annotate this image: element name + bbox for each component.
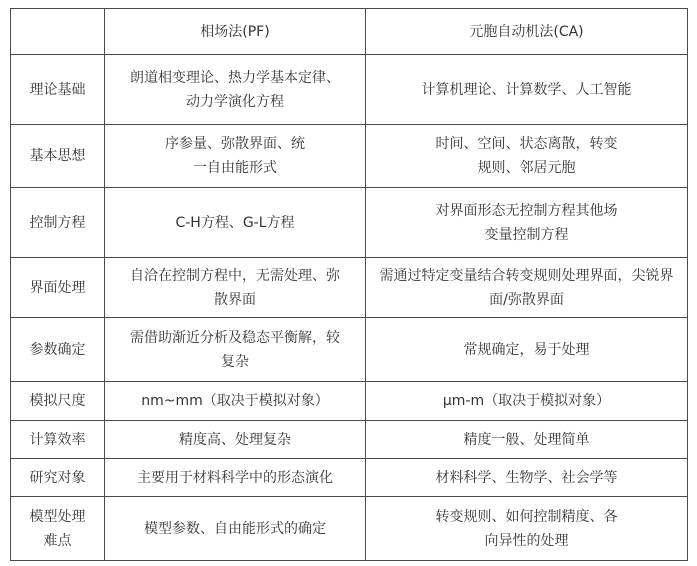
ca-cell-text: 精度一般、处理简单: [463, 431, 590, 448]
pf-cell: [105, 125, 366, 188]
row-label-text: 模型处理难点: [29, 508, 86, 549]
row-label-text: 界面处理: [29, 279, 86, 296]
row-label-text: 控制方程: [29, 214, 86, 231]
ca-cell: [366, 318, 688, 382]
pf-cell: [105, 497, 366, 561]
table-row: [11, 125, 688, 188]
row-label: [11, 188, 105, 258]
row-label-text: 模拟尺度: [29, 393, 86, 409]
ca-cell: [366, 382, 688, 421]
ca-cell-text: 计算机理论、计算数学、人工智能: [421, 81, 632, 98]
row-label-text: 计算效率: [29, 431, 86, 448]
table-row: [11, 497, 688, 561]
ca-cell-text: 时间、空间、状态离散，转变规则、邻居元胞: [435, 136, 618, 176]
ca-cell: [366, 497, 688, 561]
table-row: [11, 421, 688, 459]
ca-cell: [366, 188, 688, 258]
pf-cell-text: 精度高、处理复杂: [179, 431, 291, 448]
table-row: [11, 55, 688, 125]
ca-cell-text: μm-m（取决于模拟对象）: [442, 393, 611, 409]
ca-cell: [366, 421, 688, 459]
pf-cell-text: 朗道相变理论、热力学基本定律、动力学演化方程: [130, 69, 340, 110]
ca-cell-text: 对界面形态无控制方程其他场变量控制方程: [435, 202, 618, 243]
pf-cell-text: nm~mm（取决于模拟对象）: [141, 393, 329, 409]
header-row: [11, 9, 688, 55]
row-label: [11, 497, 105, 561]
ca-cell-text: 转变规则、如何控制精度、各向异性的处理: [435, 508, 618, 549]
table-row: [11, 459, 688, 497]
ca-cell: [366, 459, 688, 497]
pf-cell: [105, 188, 366, 258]
pf-cell: [105, 318, 366, 382]
row-label: [11, 382, 105, 421]
header-cell-pf: 相场法(PF): [105, 9, 366, 55]
row-label-text: 研究对象: [29, 469, 86, 486]
row-label: [11, 125, 105, 188]
pf-cell: [105, 459, 366, 497]
table-row: [11, 258, 688, 318]
ca-cell-text: 常规确定，易于处理: [463, 341, 590, 358]
pf-cell: [105, 382, 366, 421]
table-row: [11, 188, 688, 258]
comparison-table: [10, 8, 688, 561]
pf-cell-text: 主要用于材料科学中的形态演化: [137, 469, 333, 486]
row-label: [11, 258, 105, 318]
ca-cell: [366, 125, 688, 188]
pf-cell-text: 序参量、弥散界面、统一自由能形式: [165, 136, 305, 176]
header-cell-corner: [11, 9, 105, 55]
pf-cell: [105, 55, 366, 125]
pf-cell: [105, 258, 366, 318]
ca-cell-text: 材料科学、生物学、社会学等: [435, 469, 618, 486]
ca-cell: [366, 258, 688, 318]
pf-cell-text: C-H方程、G-L方程: [175, 214, 295, 231]
table-row: [11, 318, 688, 382]
ca-cell-text: 需通过特定变量结合转变规则处理界面，尖锐界面/弥散界面: [379, 267, 674, 308]
row-label-text: 参数确定: [29, 341, 86, 358]
pf-cell-text: 需借助渐近分析及稳态平衡解，较复杂: [130, 329, 340, 370]
pf-cell: [105, 421, 366, 459]
row-label: [11, 55, 105, 125]
row-label: [11, 421, 105, 459]
pf-cell-text: 自洽在控制方程中，无需处理、弥散界面: [130, 267, 340, 308]
ca-cell: [366, 55, 688, 125]
pf-cell-text: 模型参数、自由能形式的确定: [144, 520, 326, 537]
header-cell-ca: 元胞自动机法(CA): [366, 9, 688, 55]
row-label: [11, 459, 105, 497]
row-label-text: 基本思想: [29, 148, 86, 164]
row-label: [11, 318, 105, 382]
table-row: [11, 382, 688, 421]
row-label-text: 理论基础: [29, 81, 86, 98]
